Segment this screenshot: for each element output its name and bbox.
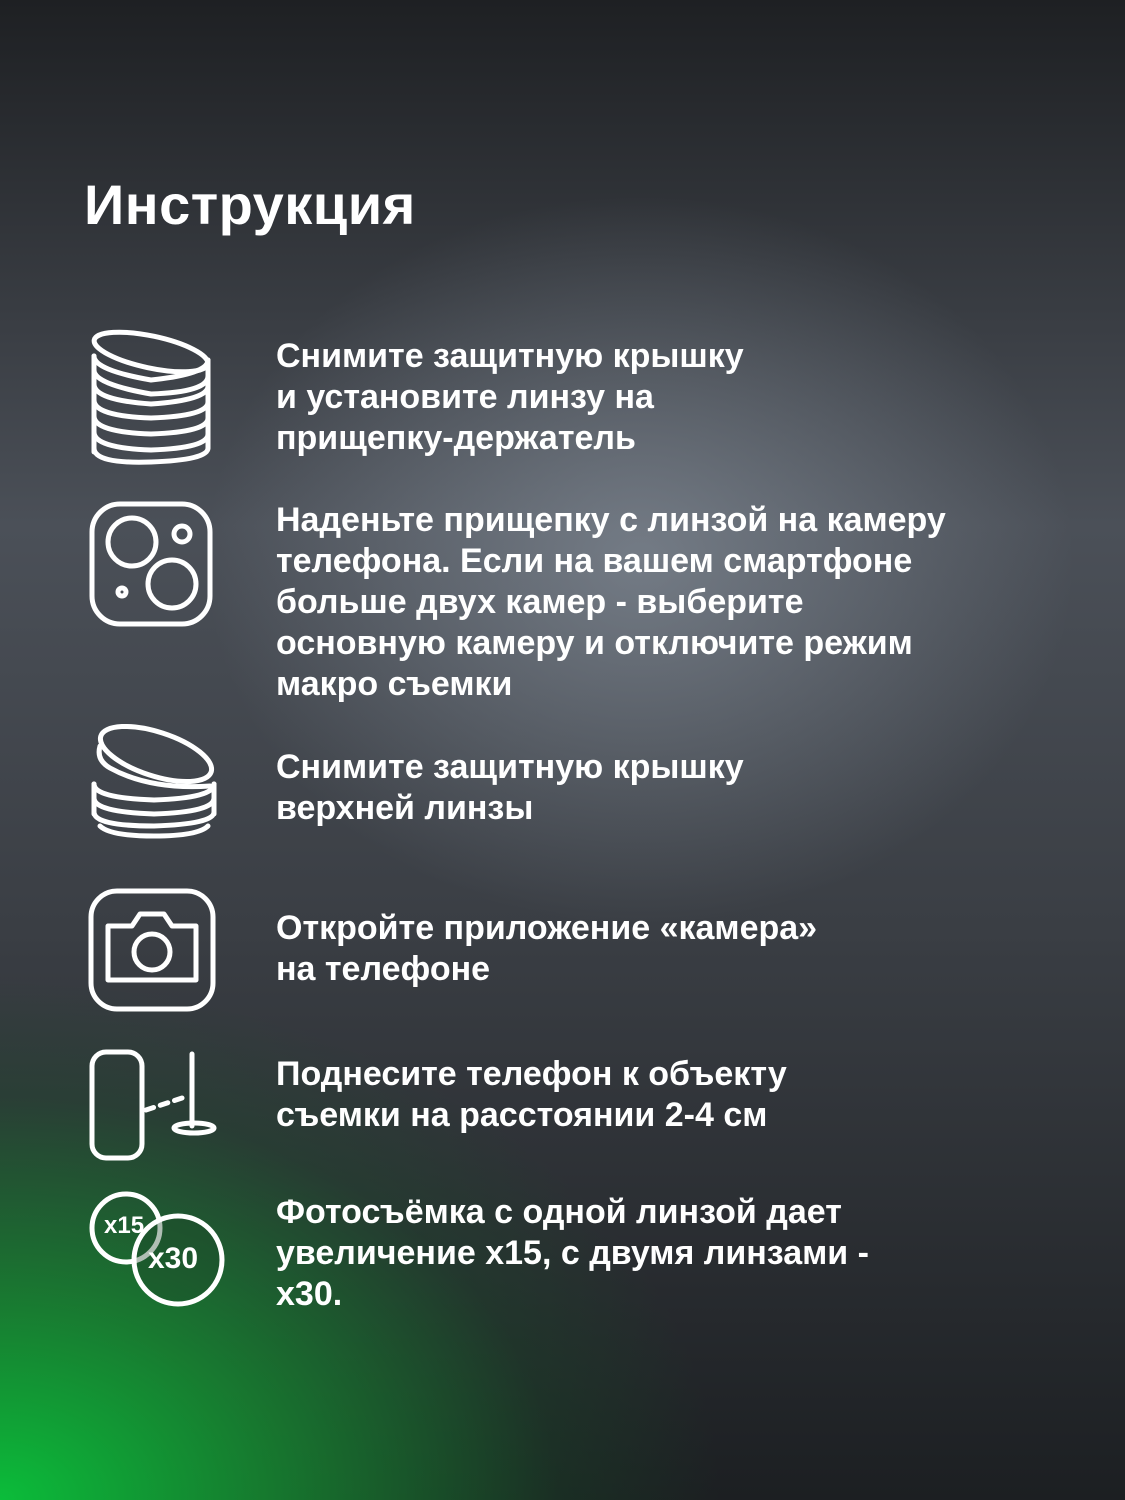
step-1 <box>86 322 1066 457</box>
step-4-text: Откройте приложение «камера» на телефоне <box>276 909 818 988</box>
step-5 <box>86 1048 1066 1134</box>
step-6 <box>86 1190 1066 1313</box>
camera-app-icon <box>86 886 218 1014</box>
step-2-text: Наденьте прищепку с линзой на камеру телефона. Если на вашем смартфоне больше двух камер - выберите основную камеру и отключите режим макро съемки <box>276 501 946 703</box>
step-3 <box>86 718 1066 827</box>
page-title: Инструкция <box>84 173 416 236</box>
lens-stack-icon <box>86 322 216 472</box>
phone-distance-icon <box>86 1048 221 1163</box>
step-3-text: Снимите защитную крышку верхней линзы <box>276 748 744 827</box>
step-5-text: Поднесите телефон к объекту съемки на расстоянии 2-4 см <box>276 1055 787 1134</box>
step-1-text: Снимите защитную крышку и установите линзу на прищепку-держатель <box>276 337 744 457</box>
step-6-text: Фотосъёмка с одной линзой дает увеличение х15, с двумя линзами - х30. <box>276 1193 869 1313</box>
phone-camera-module-icon <box>86 498 216 628</box>
step-4 <box>86 886 1066 988</box>
step-2 <box>86 498 1066 703</box>
magnification-icon <box>86 1190 231 1315</box>
magnification-x30-label: x30 <box>148 1242 199 1275</box>
lens-cap-icon <box>86 718 221 843</box>
magnification-x15-label: x15 <box>104 1212 145 1239</box>
